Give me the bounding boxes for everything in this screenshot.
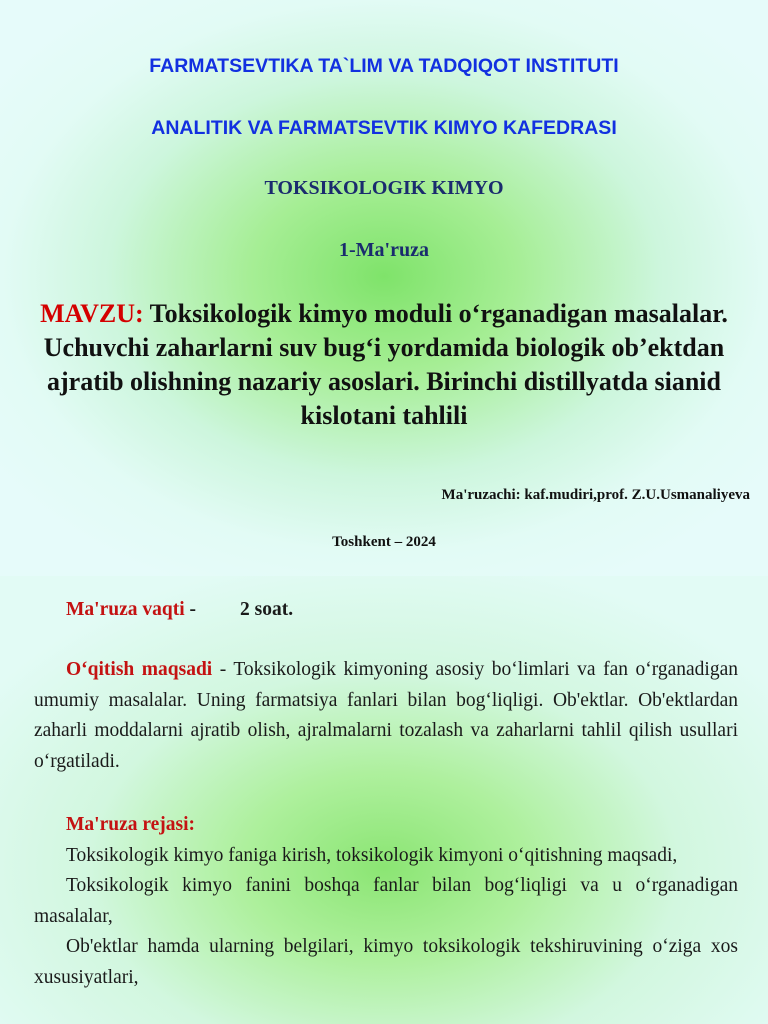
lecture-duration: [34, 595, 738, 626]
lecture-topic: [20, 297, 748, 433]
lecture-plan: [34, 810, 738, 993]
teaching-goal: [34, 655, 738, 777]
plan-label: Ma'ruza rejasi:: [66, 814, 196, 835]
plan-item: Ob'ektlar hamda ularning belgilari, kimyo toksikologik tekshiruvining o‘ziga xos xususiyatlari,: [34, 936, 738, 988]
subject-title: TOKSIKOLOGIK KIMYO: [264, 177, 504, 199]
duration-separator: -: [184, 599, 196, 620]
plan-item: Toksikologik kimyo faniga kirish, toksikologik kimyoni o‘qitishning maqsadi,: [66, 844, 678, 866]
goal-label: O‘qitish maqsadi: [66, 659, 213, 680]
department-name: ANALITIK VA FARMATSEVTIK KIMYO KAFEDRASI: [151, 117, 617, 139]
topic-text: Toksikologik kimyo moduli o‘rganadigan masalalar. Uchuvchi zaharlarni suv bug‘i yordamida biologik ob’ektdan ajratib olishning nazariy asoslari. Birinchi distillyatda sianid kislotani tahlili: [43, 299, 728, 430]
topic-label: MAVZU:: [40, 299, 144, 328]
institute-name: FARMATSEVTIKA TA`LIM VA TADQIQOT INSTITUTI: [149, 55, 619, 77]
duration-label: Ma'ruza vaqti: [66, 599, 185, 620]
lecture-number: 1-Ma'ruza: [339, 239, 429, 261]
plan-item: Toksikologik kimyo fanini boshqa fanlar bilan bog‘liqligi va u o‘rganadigan masalalar,: [34, 875, 738, 927]
city-year: Toshkent – 2024: [332, 534, 436, 550]
goal-text: - Toksikologik kimyoning asosiy bo‘limlari va fan o‘rganadigan umumiy masalalar. Uning farmatsiya fanlari bilan bog‘liqligi. Ob'ektlar. Ob'ektlardan zaharli moddalarni ajratib olish, ajralmalarni tozalash va zaharlarni tahlil qilish usullari o‘rgatiladi.: [34, 659, 738, 772]
lecturer-name: Ma'ruzachi: kaf.mudiri,prof. Z.U.Usmanaliyeva: [441, 487, 750, 503]
duration-value: 2 soat.: [239, 599, 294, 620]
